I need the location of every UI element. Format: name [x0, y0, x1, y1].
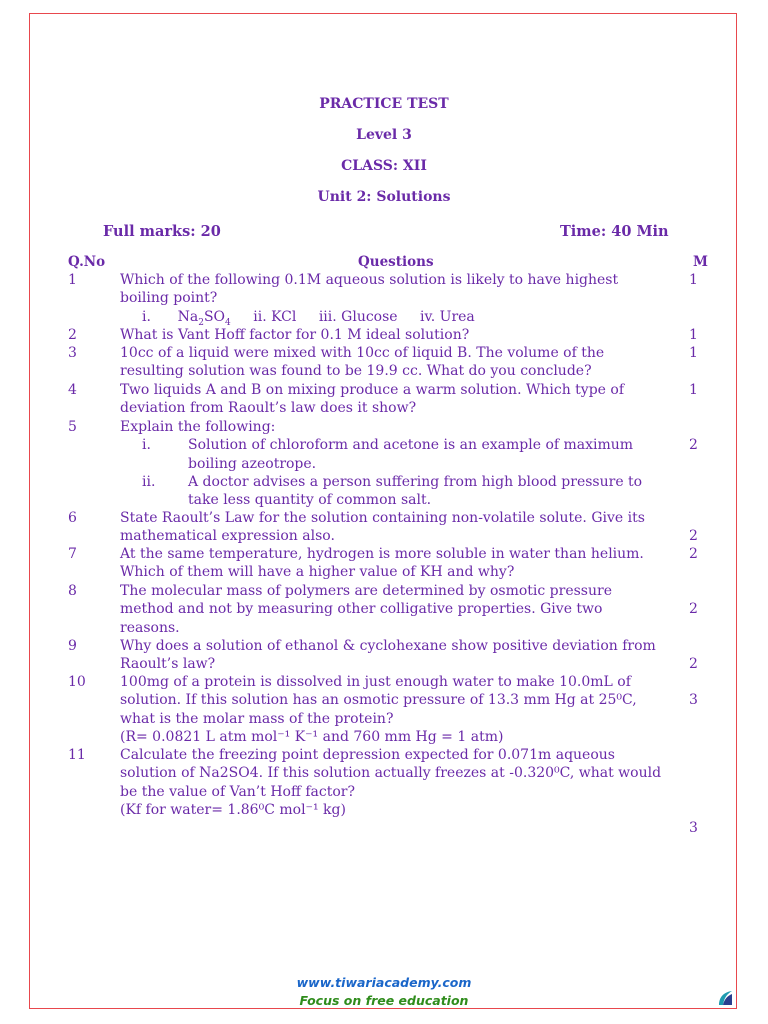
academy-logo-icon — [716, 989, 734, 1007]
question-line: (Kf for water= 1.86⁰C mol⁻¹ kg) — [120, 801, 346, 818]
question-line: deviation from Raoult’s law does it show? — [120, 400, 417, 417]
question-text — [120, 344, 680, 381]
question-line: Calculate the freezing point depression expected for 0.071m aqueous — [120, 747, 615, 763]
question-line: Raoult’s law? — [120, 656, 216, 673]
column-header-qno: Q.No — [68, 254, 106, 270]
question-line: Which of the following 0.1M aqueous solution is likely to have highest — [120, 272, 619, 288]
question-text — [120, 746, 680, 819]
question-text — [120, 509, 680, 546]
question-marks: 2 — [689, 528, 698, 544]
option: i. $Na_2SO_4$ — [142, 308, 231, 328]
question-line: 10cc of a liquid were mixed with 10cc of liquid B. The volume of the — [120, 345, 605, 361]
question-line: What is Vant Hoff factor for 0.1 M ideal solution? — [120, 327, 470, 343]
level-heading: Level 3 — [356, 127, 412, 143]
question-text — [120, 326, 680, 344]
sub-question — [120, 473, 680, 491]
question-line: solution. If this solution has an osmotic pressure of 13.3 mm Hg at 25⁰C, — [120, 692, 637, 709]
question-line: The molecular mass of polymers are determined by osmotic pressure — [120, 583, 612, 599]
question-text — [120, 381, 680, 418]
question-line: reasons. — [120, 619, 180, 636]
question-line: Two liquids A and B on mixing produce a warm solution. Which type of — [120, 382, 625, 398]
question-line: solution of Na2SO4. If this solution actually freezes at -0.320⁰C, what would — [120, 765, 662, 782]
class-heading: CLASS: XII — [341, 158, 427, 174]
question-number: 5 — [68, 419, 77, 435]
question-line: Explain the following: — [120, 419, 276, 435]
sub-question-line: take less quantity of common salt. — [188, 492, 432, 509]
question-marks: 1 — [689, 382, 698, 398]
time-limit: Time: 40 Min — [560, 223, 669, 240]
answer-options — [120, 308, 680, 326]
column-header-questions: Questions — [358, 254, 434, 270]
sub-question — [120, 491, 680, 509]
question-text — [120, 582, 680, 637]
question-line: method and not by measuring other colligative properties. Give two — [120, 601, 603, 618]
question-number: 11 — [68, 747, 86, 763]
question-marks: 2 — [689, 601, 698, 617]
question-line: be the value of Van’t Hoff factor? — [120, 783, 355, 800]
footer-website-link[interactable]: www.tiwariacademy.com — [296, 975, 472, 990]
question-line: At the same temperature, hydrogen is more soluble in water than helium. — [120, 546, 644, 562]
question-line: Which of them will have a higher value of KH and why? — [120, 564, 515, 581]
question-marks: 2 — [689, 437, 698, 453]
question-marks: 3 — [689, 820, 698, 836]
question-number: 6 — [68, 510, 77, 526]
question-marks: 3 — [689, 692, 698, 708]
question-number: 2 — [68, 327, 77, 343]
question-marks: 1 — [689, 272, 698, 288]
option: iii. Glucose — [318, 308, 398, 325]
page-title: PRACTICE TEST — [319, 96, 449, 112]
question-text — [120, 673, 680, 746]
question-number: 10 — [68, 674, 86, 690]
question-text — [120, 637, 680, 674]
question-text — [120, 545, 680, 582]
question-line: 100mg of a protein is dissolved in just enough water to make 10.0mL of — [120, 674, 631, 690]
question-line: resulting solution was found to be 19.9 cc. What do you conclude? — [120, 363, 592, 380]
question-marks: 2 — [689, 546, 698, 562]
sub-question — [120, 436, 680, 454]
question-marks: 1 — [689, 327, 698, 343]
sub-question-numeral: ii. — [142, 473, 156, 490]
question-number: 4 — [68, 382, 77, 398]
question-number: 8 — [68, 583, 77, 599]
unit-heading: Unit 2: Solutions — [317, 189, 451, 205]
question-number: 7 — [68, 546, 77, 562]
question-number: 3 — [68, 345, 77, 361]
sub-question-line: Solution of chloroform and acetone is an example of maximum — [188, 437, 634, 454]
question-marks: 1 — [689, 345, 698, 361]
question-marks: 2 — [689, 656, 698, 672]
question-line: boiling point? — [120, 290, 218, 307]
question-line: (R= 0.0821 L atm mol⁻¹ K⁻¹ and 760 mm Hg = 1 atm) — [120, 728, 504, 745]
question-line: State Raoult’s Law for the solution containing non-volatile solute. Give its — [120, 510, 645, 526]
full-marks: Full marks: 20 — [103, 223, 221, 240]
question-text — [120, 271, 680, 326]
question-number: 1 — [68, 272, 77, 288]
option: ii. KCl — [253, 308, 297, 325]
question-line: what is the molar mass of the protein? — [120, 710, 394, 727]
sub-question-line: A doctor advises a person suffering from high blood pressure to — [188, 473, 643, 490]
question-line: Why does a solution of ethanol & cyclohexane show positive deviation from — [120, 638, 656, 654]
column-header-marks: M — [693, 254, 708, 270]
sub-question-line: boiling azeotrope. — [188, 455, 317, 472]
option: iv. Urea — [420, 308, 475, 325]
question-line: mathematical expression also. — [120, 528, 335, 545]
question-number: 9 — [68, 638, 77, 654]
question-text — [120, 418, 680, 509]
sub-question — [120, 455, 680, 473]
sub-question-numeral: i. — [142, 437, 151, 454]
footer-tagline: Focus on free education — [299, 993, 469, 1008]
